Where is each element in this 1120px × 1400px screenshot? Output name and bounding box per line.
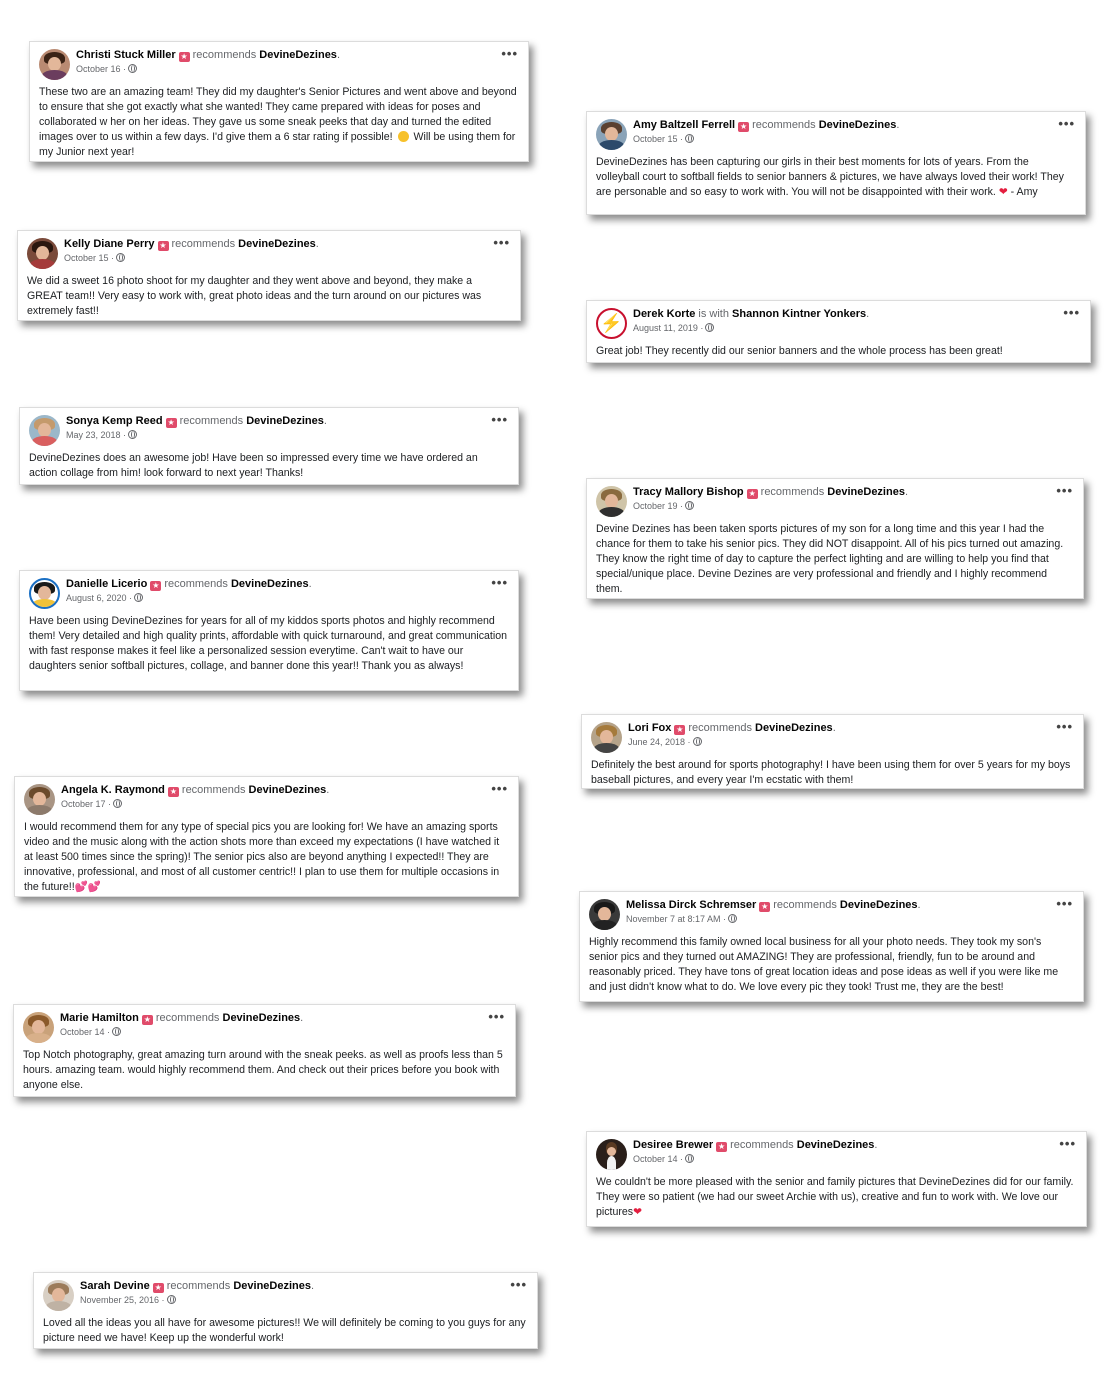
more-options-icon[interactable]: ••• [491,412,508,427]
globe-icon [728,914,737,923]
recommends-label: recommends [171,238,236,250]
globe-icon [167,1295,176,1304]
post-date[interactable]: October 16 · [76,64,127,74]
recommends-icon: ★ [761,902,769,911]
post-date[interactable]: August 11, 2019 · [633,323,704,333]
avatar[interactable] [43,1280,74,1311]
recommends-icon: ★ [180,52,188,61]
recommends-icon: ★ [718,1142,726,1151]
globe-icon [113,799,122,808]
avatar[interactable] [27,238,58,269]
reviewer-name[interactable]: Angela K. Raymond [61,784,165,796]
more-options-icon[interactable]: ••• [493,235,510,250]
recommends-label: recommends [155,1012,220,1024]
reviewer-name[interactable]: Kelly Diane Perry [64,238,155,250]
review-card: Angela K. Raymond ★ recommends DevineDezines. October 17 · ••• I would recommend them for any type of special pics you are looking for! We have an amazing sports video and the music along with the action shots more than exceed my expectations (I have watched it at least 500 times since the spring)! The senior pics also are beyond anything I expected!! They are innovative, professional, and most of all customer centric!! I plan to use them for multiple occasions in the future!!💕💕 [14,776,519,897]
recommends-label: recommends [192,49,257,61]
is-with-label: is with [698,308,729,320]
more-options-icon[interactable]: ••• [501,46,518,61]
recommends-label: recommends [179,415,244,427]
recommends-icon: ★ [167,418,175,427]
avatar[interactable] [24,784,55,815]
more-options-icon[interactable]: ••• [1056,483,1073,498]
more-options-icon[interactable]: ••• [510,1277,527,1292]
globe-icon [116,253,125,262]
post-date[interactable]: May 23, 2018 · [66,430,127,440]
more-options-icon[interactable]: ••• [1063,305,1080,320]
recommends-icon: ★ [154,1283,162,1292]
page-link[interactable]: DevineDezines [796,1139,875,1151]
page-link[interactable]: DevineDezines [238,238,316,250]
page-link[interactable]: DevineDezines [246,415,324,427]
recommends-icon: ★ [169,787,177,796]
more-options-icon[interactable]: ••• [1056,719,1073,734]
reviewer-name[interactable]: Derek Korte [633,308,696,320]
review-card: Kelly Diane Perry ★ recommends DevineDezines. October 15 · ••• We did a sweet 16 photo shoot for my daughter and they went above and beyond, they make a GREAT team!! Very easy to work with, great photo ideas and the turn around on our pictures was extremely fast!! [17,230,521,321]
review-card: Danielle Licerio ★ recommends DevineDezines. August 6, 2020 · ••• Have been using DevineDezines for years for all of my kiddos sports photos and highly recommend them! Very detailed and high quality prints, affordable with quick turnaround, and great communication with fast response makes it feel like a personalized session everytime. Can't wait to have our daughters senior softball pictures, collage, and banner done this year!! Thank you as always! [19,570,519,691]
avatar[interactable] [29,578,60,609]
review-text: We did a sweet 16 photo shoot for my daughter and they went above and beyond, they make a GREAT team!! Very easy to work with, great photo ideas and the turn around on our pictures was extremely fast!! [27,275,482,317]
review-text: Great job! They recently did our senior banners and the whole process has been great! [596,345,1003,357]
page-link[interactable]: DevineDezines [755,722,833,734]
reviewer-name[interactable]: Sonya Kemp Reed [66,415,163,427]
avatar-logo-icon[interactable]: ⚡ [596,308,627,339]
review-text: Have been using DevineDezines for years for all of my kiddos sports photos and highly recommend them! Very detailed and high quality prints, affordable with quick turnaround, and great communication with fast response makes it feel like a personalized session everytime. Can't wait to have our daughters senior softball pictures, collage, and banner done this year!! Thank you as always! [29,615,507,672]
page-link[interactable]: DevineDezines [248,784,327,796]
review-text: Highly recommend this family owned local business for all your photo needs. They took my son's senior pics and they turned out AMAZING! They are professional, friendly, fun to be around and reasonably priced. They have tons of great location ideas and pose ideas as well if you were like me and just didn't know what to do. We love every pic they took! Trust me, they are the best! [589,936,1059,993]
review-text: Definitely the best around for sports photography! I have been using them for over 5 years for my boys baseball pictures, and every year I'm ecstatic with them! [591,759,1071,786]
avatar[interactable] [596,119,627,150]
recommends-icon: ★ [159,241,167,250]
reviewer-name[interactable]: Tracy Mallory Bishop [633,486,744,498]
smile-emoji-icon [398,131,409,142]
recommends-label: recommends [688,722,752,734]
recommends-icon: ★ [152,581,160,590]
more-options-icon[interactable]: ••• [1056,896,1073,911]
heart-emoji-icon: ❤ [633,1206,642,1218]
reviewer-name[interactable]: Desiree Brewer [633,1139,714,1151]
review-card: ⚡ Derek Korte is with Shannon Kintner Yonkers. August 11, 2019 · ••• Great job! They recently did our senior banners and the whole process has been great! [586,300,1091,363]
globe-icon [693,737,702,746]
more-options-icon[interactable]: ••• [488,1009,505,1024]
page-link[interactable]: DevineDezines [818,119,897,131]
more-options-icon[interactable]: ••• [1059,1136,1076,1151]
avatar[interactable] [29,415,60,446]
page-link[interactable]: DevineDezines [827,486,905,498]
page-link[interactable]: DevineDezines [222,1012,301,1024]
reviewer-name[interactable]: Melissa Dirck Schremser [626,899,757,911]
post-date[interactable]: August 6, 2020 · [66,593,133,603]
avatar[interactable] [23,1012,54,1043]
more-options-icon[interactable]: ••• [1058,116,1075,131]
post-date[interactable]: October 14 · [633,1154,684,1164]
page-link[interactable]: DevineDezines [233,1280,311,1292]
reviewer-name[interactable]: Lori Fox [628,722,672,734]
recommends-label: recommends [752,119,816,131]
post-date[interactable]: October 17 · [61,799,112,809]
review-text: We couldn't be more pleased with the senior and family pictures that DevineDezines did for our family. They were so patient (we had our sweet Archie with us), creative and fun to work with. We love our pictures❤ [596,1176,1074,1218]
review-text: DevineDezines has been capturing our girls in their best moments for lots of years. From the volleyball court to softball fields to senior banners & pictures, we have always loved their work! They are personable and so easy to work with. You will not be disappointed with their work. ❤ - Amy [596,156,1064,198]
globe-icon [705,323,714,332]
globe-icon [685,134,694,143]
globe-icon [128,430,137,439]
review-text: These two are an amazing team! They did my daughter's Senior Pictures and went above and beyond to ensure that she got exactly what she wanted! They came prepared with ideas for poses and collaborated w her on her ideas. They gave us some sneak peeks that day and turned the edited images over to us within a few days. I'd give them a 6 star rating if possible! Will be using them for my Junior next year! [39,86,517,158]
reviewer-name[interactable]: Marie Hamilton [60,1012,139,1024]
review-text: Devine Dezines has been taken sports pictures of my son for a long time and this year I had the chance for them to take his senior pics. They did NOT disappoint. All of his pics turned out amazing. They know the right time of day to capture the perfect lighting and are willing to help you find that special/unique place. Devine Dezines are very professional and friendly and I highly recommend them. [596,523,1064,595]
review-card: Amy Baltzell Ferrell ★ recommends DevineDezines. October 15 · ••• DevineDezines has been capturing our girls in their best moments for lots of years. From the volleyball court to softball fields to senior banners & pictures, we have always loved their work! They are personable and so easy to work with. You will not be disappointed with their work. ❤ - Amy [586,111,1086,215]
reviewer-name[interactable]: Danielle Licerio [66,578,148,590]
review-card: Desiree Brewer ★ recommends DevineDezines. October 14 · ••• We couldn't be more pleased with the senior and family pictures that DevineDezines did for our family. They were so patient (we had our sweet Archie with us), creative and fun to work with. We love our pictures❤ [586,1131,1087,1227]
review-card: Lori Fox ★ recommends DevineDezines. June 24, 2018 · ••• Definitely the best around for sports photography! I have been using them for over 5 years for my boys baseball pictures, and every year I'm ecstatic with them! [581,714,1084,789]
avatar[interactable] [596,486,627,517]
globe-icon [134,593,143,602]
post-date[interactable]: October 15 · [633,134,684,144]
recommends-label: recommends [760,486,825,498]
reviewer-name[interactable]: Christi Stuck Miller [76,49,176,61]
recommends-label: recommends [166,1280,231,1292]
page-link[interactable]: DevineDezines [230,578,309,590]
review-text: Top Notch photography, great amazing turn around with the sneak peeks. as well as proofs less than 5 hours. amazing team. would highly recommend them. And check out their prices before you book with anyone else. [23,1049,503,1091]
post-date[interactable]: October 19 · [633,501,684,511]
page-link[interactable]: DevineDezines [839,899,918,911]
more-options-icon[interactable]: ••• [491,575,508,590]
review-card: Tracy Mallory Bishop ★ recommends DevineDezines. October 19 · ••• Devine Dezines has been taken sports pictures of my son for a long time and this year I had the chance for them to take his senior pics. They did NOT disappoint. All of his pics turned out amazing. They know the right time of day to capture the perfect lighting and are willing to help you find that special/unique place. Devine Dezines are very professional and friendly and I highly recommend them. [586,478,1084,599]
reviewer-name[interactable]: Sarah Devine [80,1280,150,1292]
post-date[interactable]: October 15 · [64,253,115,263]
review-card: Melissa Dirck Schremser ★ recommends DevineDezines. November 7 at 8:17 AM · ••• Highly recommend this family owned local business for all your photo needs. They took my son's senior pics and they turned out AMAZING! They are professional, friendly, fun to be around and reasonably priced. They have tons of great location ideas and pose ideas as well if you were like me and just didn't know what to do. We love every pic they took! Trust me, they are the best! [579,891,1084,1002]
avatar[interactable] [591,722,622,753]
more-options-icon[interactable]: ••• [491,781,508,796]
avatar[interactable] [39,49,70,80]
recommends-label: recommends [730,1139,794,1151]
review-card: Sarah Devine ★ recommends DevineDezines. November 25, 2016 · ••• Loved all the ideas you all have for awesome pictures!! We will definitely be coming to you guys for any picture need we have! Keep up the wonderful work! [33,1272,538,1349]
review-card: Sonya Kemp Reed ★ recommends DevineDezines. May 23, 2018 · ••• DevineDezines does an awesome job! Have been so impressed every time we have ordered an action collage from him! look forward to next year! Thanks! [19,407,519,485]
post-date[interactable]: October 14 · [60,1027,111,1037]
globe-icon [128,64,137,73]
tagged-person-link[interactable]: Shannon Kintner Yonkers [732,308,867,320]
globe-icon [112,1027,121,1036]
post-date[interactable]: June 24, 2018 · [628,737,691,747]
post-date[interactable]: November 7 at 8:17 AM · [626,914,727,924]
review-text: I would recommend them for any type of special pics you are looking for! We have an amazing sports video and the music along with the action shots more than exceed my expectations (I have watched it at least 500 times since the spring)! The senior pics also are beyond anything I expected!! They are innovative, professional, and most of all customer centric!! I plan to use them for multiple occasions in the future!!💕💕 [24,821,500,893]
heart-emoji-icon: ❤ [998,186,1008,198]
avatar[interactable] [589,899,620,930]
review-text: Loved all the ideas you all have for awesome pictures!! We will definitely be coming to you guys for any picture need we have! Keep up the wonderful work! [43,1317,526,1344]
recommends-label: recommends [181,784,246,796]
two-hearts-emoji-icon: 💕💕 [74,881,102,893]
reviewer-name[interactable]: Amy Baltzell Ferrell [633,119,736,131]
recommends-icon: ★ [740,122,748,131]
globe-icon [685,501,694,510]
review-card: Christi Stuck Miller ★ recommends DevineDezines. October 16 · ••• These two are an amazing team! They did my daughter's Senior Pictures and went above and beyond to ensure that she got exactly what she wanted! They came prepared with ideas for poses and collaborated w her on her ideas. They gave us some sneak peeks that day and turned the edited images over to us within a few days. I'd give them a 6 star rating if possible! Will be using them for my Junior next year! [29,41,529,162]
avatar[interactable] [596,1139,627,1170]
recommends-icon: ★ [748,489,756,498]
recommends-icon: ★ [676,725,684,734]
recommends-icon: ★ [143,1015,151,1024]
globe-icon [685,1154,694,1163]
recommends-label: recommends [164,578,228,590]
post-date[interactable]: November 25, 2016 · [80,1295,165,1305]
page-link[interactable]: DevineDezines [259,49,337,61]
recommends-label: recommends [773,899,837,911]
review-card: Marie Hamilton ★ recommends DevineDezines. October 14 · ••• Top Notch photography, great amazing turn around with the sneak peeks. as well as proofs less than 5 hours. amazing team. would highly recommend them. And check out their prices before you book with anyone else. [13,1004,516,1097]
review-text: DevineDezines does an awesome job! Have been so impressed every time we have ordered an action collage from him! look forward to next year! Thanks! [29,452,478,479]
